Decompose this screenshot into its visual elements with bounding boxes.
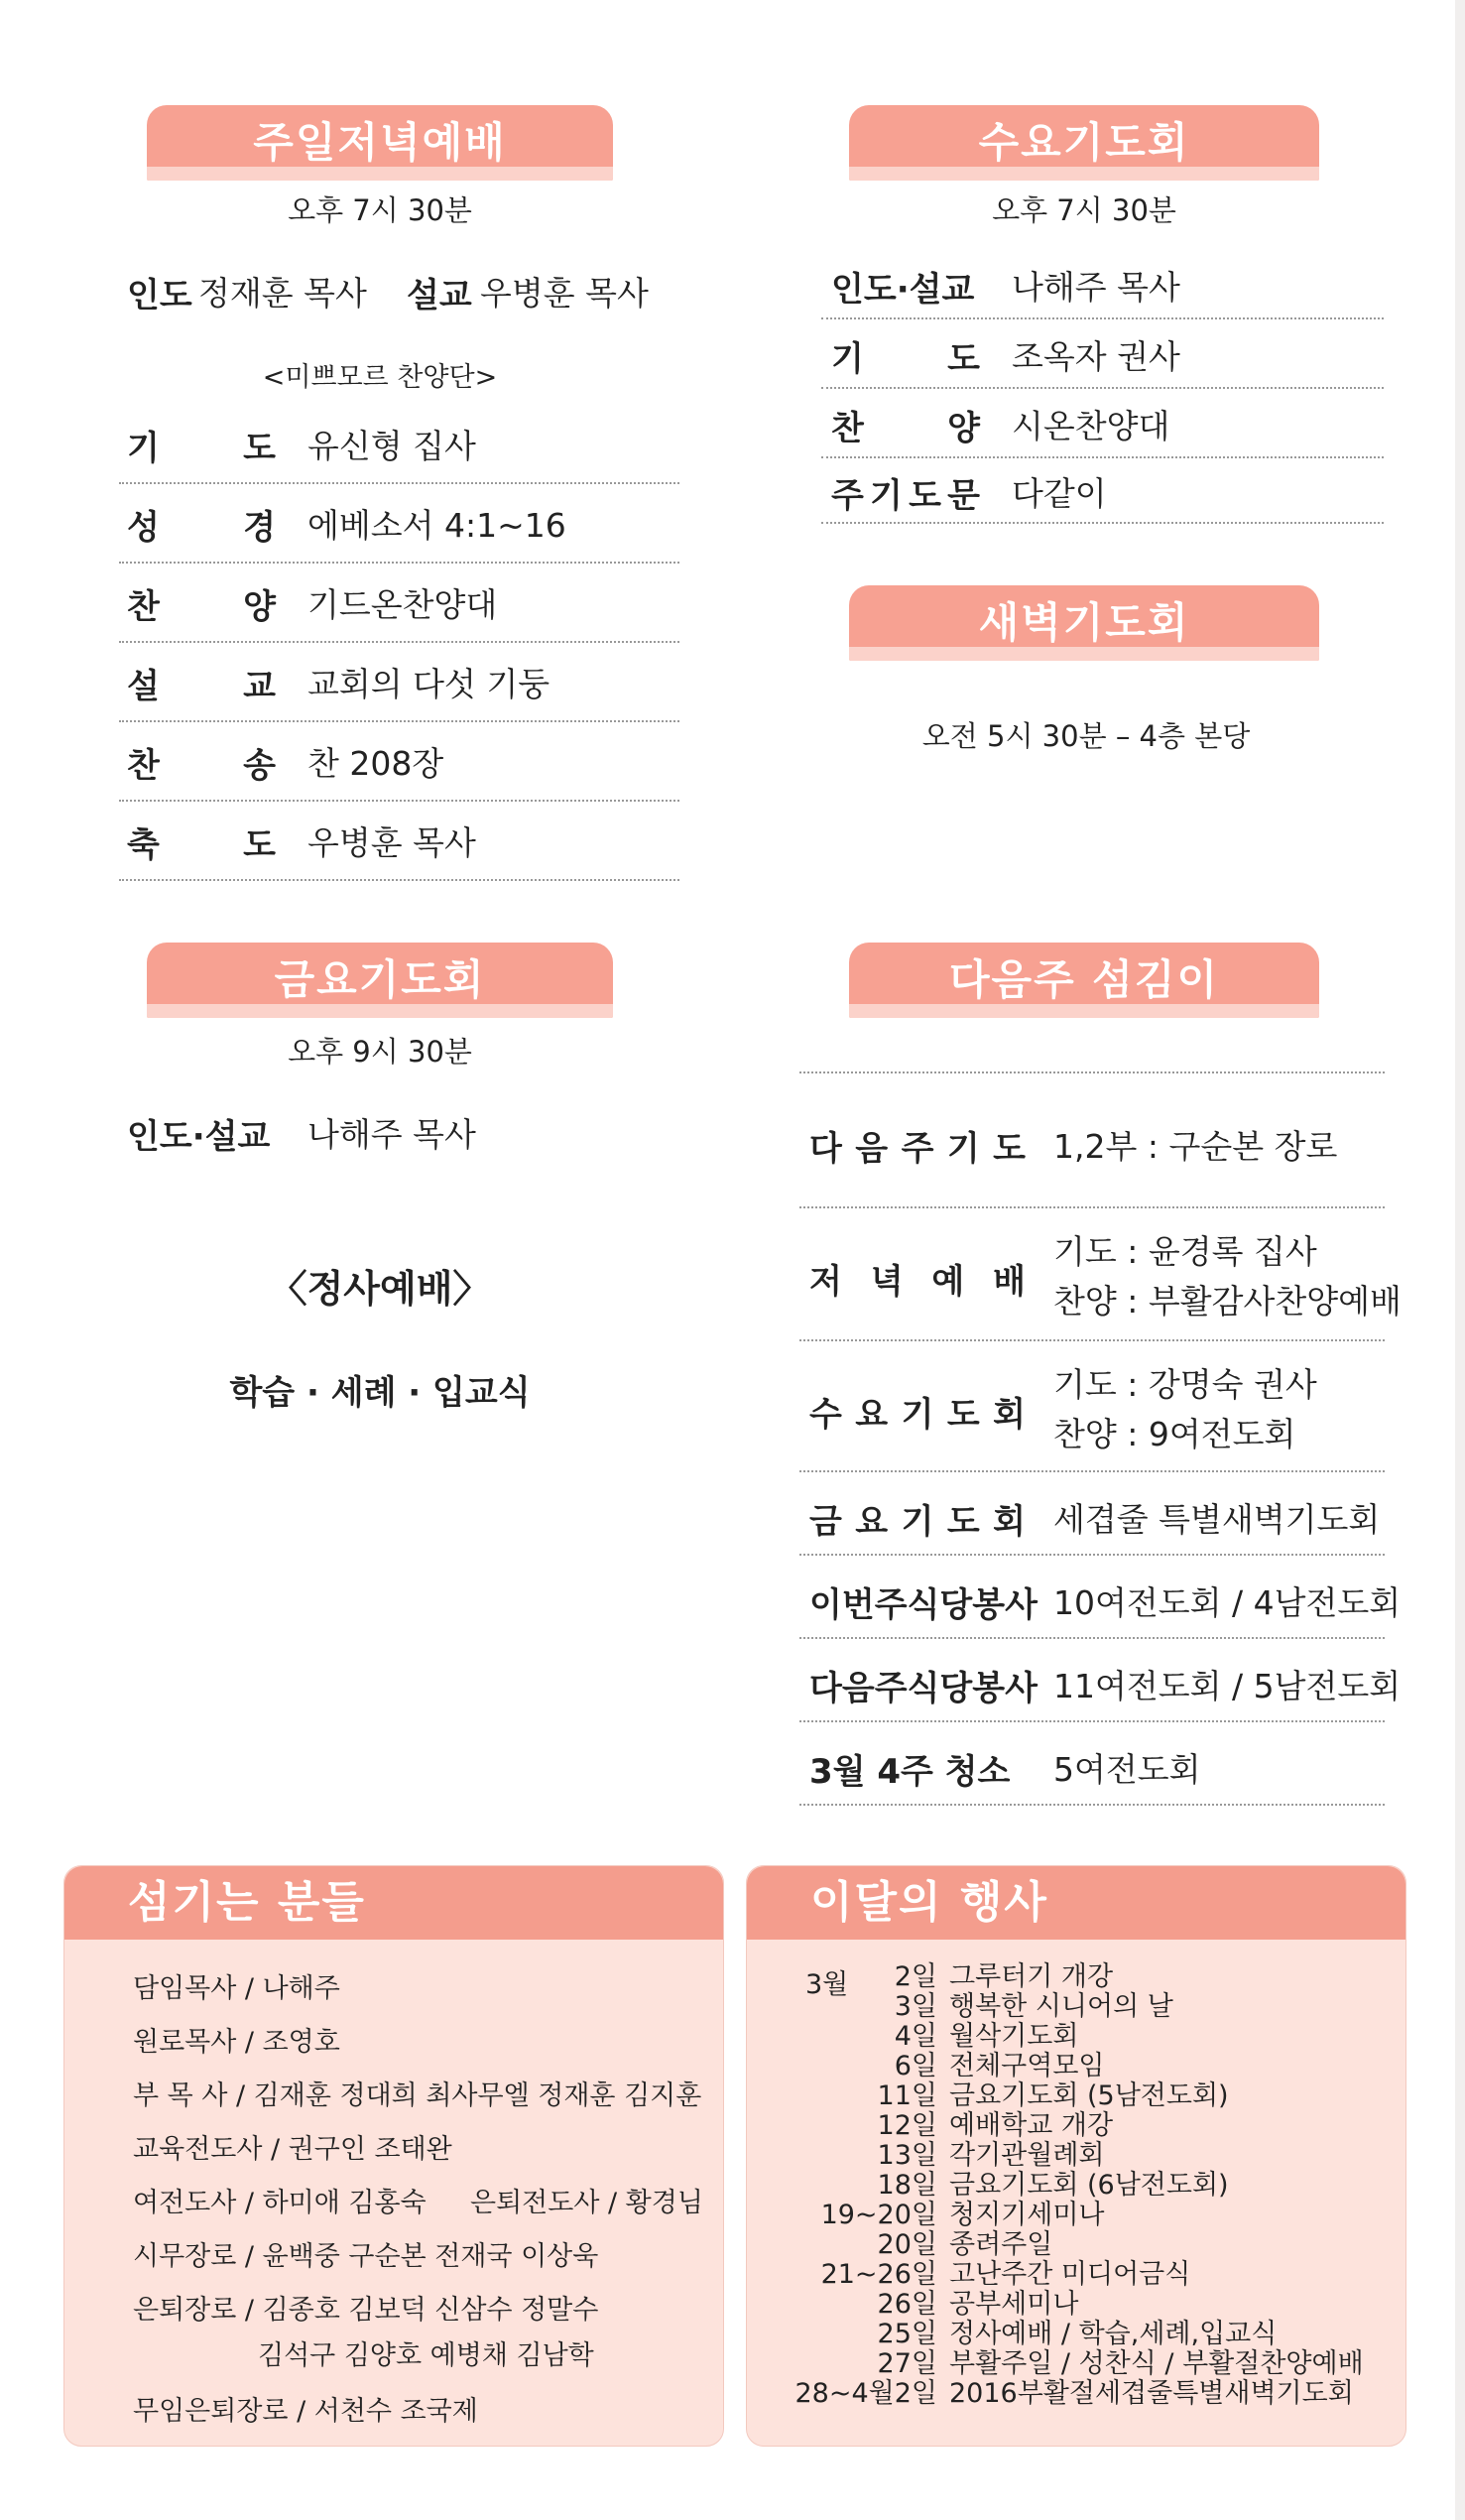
next-week-value: 기도 : 윤경록 집사 [1053,1232,1317,1271]
wednesday-row-value: 시온찬양대 [1012,407,1170,445]
sunday-row-value: 에베소서 4:1~16 [307,506,566,545]
wednesday-header [849,105,1319,181]
next-week-label: 다음주식당봉사 [809,1669,1038,1708]
friday-title: 금요기도회 [274,955,486,1004]
servants-title: 섬기는 분들 [64,1866,723,1940]
event-day: 26일 [877,2289,937,2320]
event-day: 4일 [894,2021,937,2052]
event-day: 11일 [877,2080,937,2111]
event-day: 27일 [877,2348,937,2379]
dawn-title: 새벽기도회 [978,598,1190,647]
event-item [811,2111,1113,2141]
sunday-row-label: 성 경 [127,508,276,548]
next-week-value: 기도 : 강명숙 권사 [1053,1365,1317,1404]
wednesday-row-value: 조옥자 권사 [1012,337,1180,376]
event-item [811,2022,1078,2052]
event-item [811,2052,1105,2081]
events-month: 3월 [805,1969,849,2000]
sunday-leader-label: 인도 [127,276,192,315]
event-text: 종려주일 [949,2229,1053,2260]
event-text: 고난주간 미디어금식 [949,2259,1191,2290]
event-text: 부활주일 / 성찬식 / 부활절찬양예배 [949,2348,1364,2379]
sunday-row-label: 설 교 [127,667,276,706]
sunday-row-value: 기드온찬양대 [307,585,498,624]
servants-line: 교육전도사 / 권구인 조태완 [133,2134,452,2165]
event-item [811,2171,1229,2201]
servants-line: 시무장로 / 윤백중 구순본 전재국 이상욱 [133,2241,599,2272]
event-text: 정사예배 / 학습,세례,입교식 [949,2319,1278,2349]
servants-line: 원로목사 / 조영호 [133,2027,340,2058]
wednesday-row-label: 인도·설교 [831,270,975,310]
friday-time: 오후 9시 30분 [288,1035,472,1069]
event-text: 공부세미나 [949,2289,1079,2320]
sunday-preacher: 우병훈 목사 [480,274,649,313]
next-week-value: 1,2부 : 구순본 장로 [1053,1127,1338,1166]
servants-line: 은퇴장로 / 김종호 김보덕 신삼수 정말수 [133,2295,599,2326]
event-day: 18일 [877,2170,937,2201]
wednesday-row-value: 다같이 [1012,474,1107,513]
next-week-label: 다 음 주 기 도 [809,1129,1026,1169]
next-week-value: 5여전도회 [1053,1750,1201,1789]
event-day: 20일 [877,2229,937,2260]
event-day: 25일 [877,2319,937,2349]
servants-line: 무임은퇴장로 / 서천수 조국제 [133,2396,478,2427]
next-week-label: 금 요 기 도 회 [809,1502,1026,1542]
sunday-sermon-label: 설교 [407,276,472,315]
event-day: 3일 [894,1991,937,2022]
next-week-value: 11여전도회 / 5남전도회 [1053,1667,1402,1705]
event-item [811,2349,1364,2379]
event-day: 28~4월2일 [794,2378,937,2409]
sunday-row-value: 찬 208장 [307,744,444,783]
sunday-row-label: 축 도 [127,825,276,865]
event-day: 13일 [877,2140,937,2171]
sunday-evening-title: 주일저녁예배 [253,118,507,167]
wednesday-row-label: 주 기 도 문 [831,476,980,516]
event-text: 금요기도회 (6남전도회) [949,2170,1229,2201]
sunday-row-value: 교회의 다섯 기둥 [307,665,550,703]
friday-leader: 나해주 목사 [307,1115,476,1154]
event-item [811,2141,1105,2171]
event-text: 그루터기 개강 [949,1961,1114,1992]
sunday-leader: 정재훈 목사 [198,274,367,313]
events-title: 이달의 행사 [747,1866,1405,1940]
event-text: 행복한 시니어의 날 [949,1991,1173,2022]
servants-line: 여전도사 / 하미애 김홍숙 [133,2188,427,2218]
event-text: 2016부활절세겹줄특별새벽기도회 [949,2378,1354,2409]
friday-header [147,943,613,1018]
event-item [811,1962,1113,1992]
event-day: 21~26일 [820,2259,937,2290]
next-week-label: 3월 4주 청소 [809,1752,1011,1792]
servants-line: 은퇴전도사 / 황경님 [470,2188,703,2218]
next-week-value: 세겹줄 특별새벽기도회 [1053,1500,1381,1539]
event-day: 12일 [877,2110,937,2141]
friday-special-sub: 학습 · 세례 · 입교식 [229,1373,531,1413]
wednesday-row-label: 기 도 [831,339,980,379]
sunday-row-label: 찬 송 [127,746,276,786]
next-week-value: 찬양 : 9여전도회 [1053,1415,1296,1453]
sunday-row-label: 찬 양 [127,587,276,627]
friday-special-title: 〈정사예배〉 [269,1267,491,1311]
event-item [811,2290,1078,2320]
wednesday-time: 오후 7시 30분 [992,193,1176,227]
event-text: 금요기도회 (5남전도회) [949,2080,1229,2111]
event-text: 청지기세미나 [949,2200,1105,2230]
next-week-value: 찬양 : 부활감사찬양예배 [1053,1282,1402,1321]
servants-line: 담임목사 / 나해주 [133,1973,340,2004]
wednesday-row-value: 나해주 목사 [1012,268,1180,307]
event-text: 전체구역모임 [949,2051,1105,2081]
sunday-choir-note: <미쁘모르 찬양단> [262,362,498,393]
event-item [784,2379,1354,2409]
next-week-title: 다음주 섬김이 [948,955,1220,1004]
event-day: 6일 [894,2051,937,2081]
event-item [811,1992,1173,2022]
page-edge [1455,0,1465,2520]
friday-leader-label: 인도·설교 [127,1117,271,1157]
dawn-time: 오전 5시 30분 – 4층 본당 [921,719,1251,753]
event-text: 월삭기도회 [949,2021,1079,2052]
next-week-label: 수 요 기 도 회 [809,1395,1026,1435]
event-item [811,2260,1190,2290]
servants-line: 김석구 김양호 예병채 김남학 [258,2340,594,2371]
next-week-header [849,943,1319,1018]
wednesday-row-label: 찬 양 [831,409,980,448]
event-item [811,2230,1052,2260]
dawn-header [849,585,1319,661]
event-item [811,2320,1277,2349]
event-day: 19~20일 [820,2200,937,2230]
event-item [811,2081,1229,2111]
wednesday-title: 수요기도회 [978,118,1190,167]
event-day: 2일 [894,1961,937,1992]
next-week-value: 10여전도회 / 4남전도회 [1053,1583,1402,1622]
sunday-evening-header [147,105,613,181]
sunday-evening-time: 오후 7시 30분 [288,193,472,227]
servants-line: 부 목 사 / 김재훈 정대희 최사무엘 정재훈 김지훈 [133,2080,702,2111]
next-week-label: 이번주식당봉사 [809,1585,1038,1625]
event-text: 각기관월례회 [949,2140,1105,2171]
sunday-row-label: 기 도 [127,429,276,468]
next-week-label: 저 녁 예 배 [809,1262,1026,1302]
event-item [811,2201,1105,2230]
sunday-row-value: 우병훈 목사 [307,823,476,862]
sunday-row-value: 유신형 집사 [307,427,476,465]
event-text: 예배학교 개강 [949,2110,1114,2141]
